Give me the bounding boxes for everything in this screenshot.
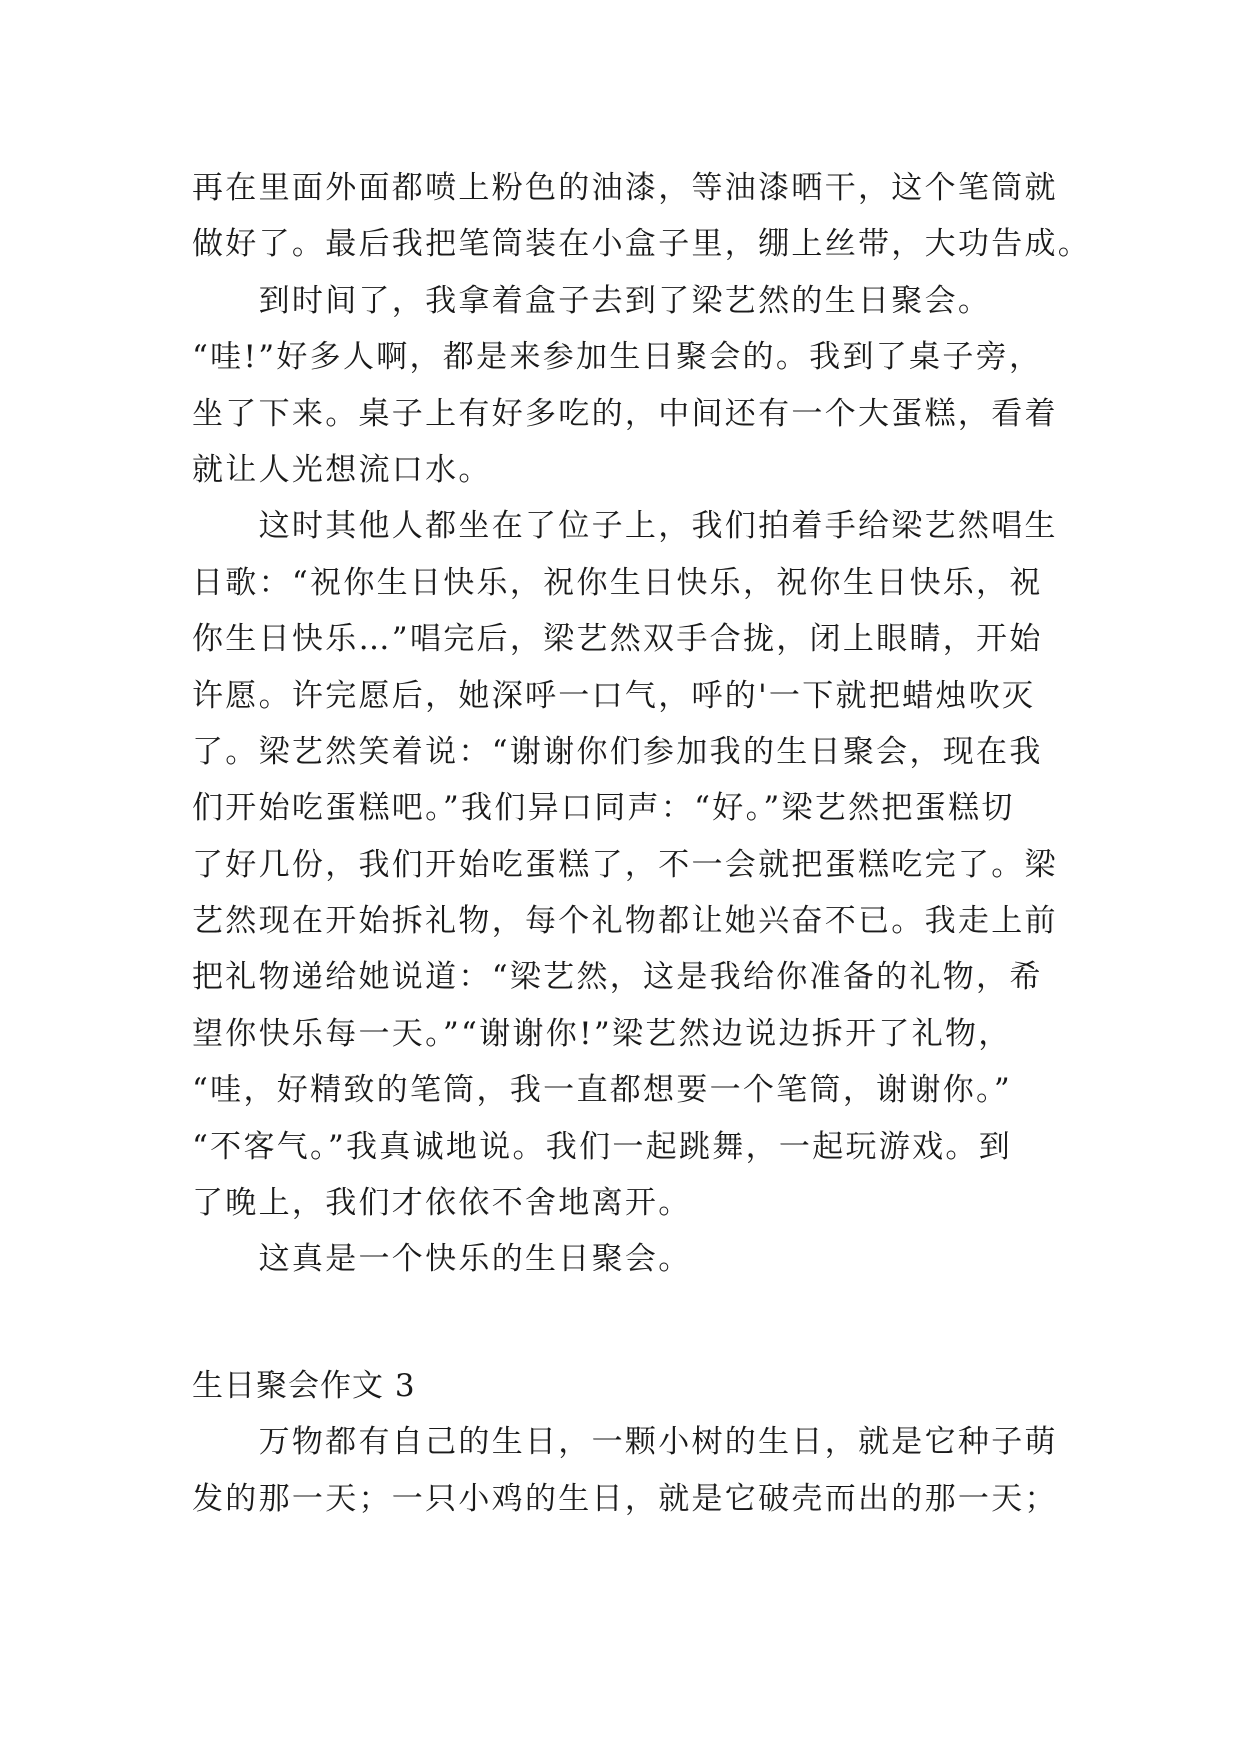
- text-line: 把礼物递给她说道：“梁艺然，这是我给你准备的礼物，希: [192, 959, 1043, 996]
- text-line: 了晚上，我们才依依不舍地离开。: [192, 1185, 692, 1222]
- text-line: 了。梁艺然笑着说：“谢谢你们参加我的生日聚会，现在我: [192, 733, 1043, 770]
- text-line: 这真是一个快乐的生日聚会。: [192, 1241, 692, 1278]
- text-line: 许愿。许完愿后，她深呼一口气，呼的'一下就把蜡烛吹灭: [192, 677, 1036, 714]
- essay-body: [192, 160, 1092, 1527]
- text-line: 万物都有自己的生日，一颗小树的生日，就是它种子萌: [192, 1424, 1058, 1461]
- text-line: 这时其他人都坐在了位子上，我们拍着手给梁艺然唱生: [192, 508, 1058, 545]
- text-line: 发的那一天；一只小鸡的生日，就是它破壳而出的那一天；: [192, 1480, 1058, 1517]
- text-line: 们开始吃蛋糕吧。”我们异口同声：“好。”梁艺然把蛋糕切: [192, 790, 1015, 827]
- text-line: 艺然现在开始拆礼物，每个礼物都让她兴奋不已。我走上前: [192, 903, 1058, 940]
- text-line: “哇!”好多人啊，都是来参加生日聚会的。我到了桌子旁，: [192, 339, 1043, 376]
- text-line: 坐了下来。桌子上有好多吃的，中间还有一个大蛋糕，看着: [192, 395, 1058, 432]
- text-line: 做好了。最后我把笔筒装在小盒子里，绷上丝带，大功告成。: [192, 226, 1092, 263]
- section-heading: 生日聚会作文 3: [192, 1367, 416, 1404]
- text-line: 你生日快乐…”唱完后，梁艺然双手合拢，闭上眼睛，开始: [192, 621, 1043, 658]
- text-line: “哇，好精致的笔筒，我一直都想要一个笔筒，谢谢你。”: [192, 1072, 1012, 1109]
- text-line: 望你快乐每一天。”“谢谢你!”梁艺然边说边拆开了礼物，: [192, 1015, 1012, 1052]
- section-spacer: [192, 1288, 1060, 1358]
- text-line: 再在里面外面都喷上粉色的油漆，等油漆晒干，这个笔筒就: [192, 170, 1058, 206]
- text-line: 了好几份，我们开始吃蛋糕了，不一会就把蛋糕吃完了。梁: [192, 846, 1058, 883]
- text-line: 日歌：“祝你生日快乐，祝你生日快乐，祝你生日快乐，祝: [192, 564, 1043, 601]
- text-line: “不客气。”我真诚地说。我们一起跳舞，一起玩游戏。到: [192, 1128, 1012, 1165]
- text-line: 就让人光想流口水。: [192, 451, 492, 488]
- text-line: 到时间了，我拿着盒子去到了梁艺然的生日聚会。: [192, 282, 992, 319]
